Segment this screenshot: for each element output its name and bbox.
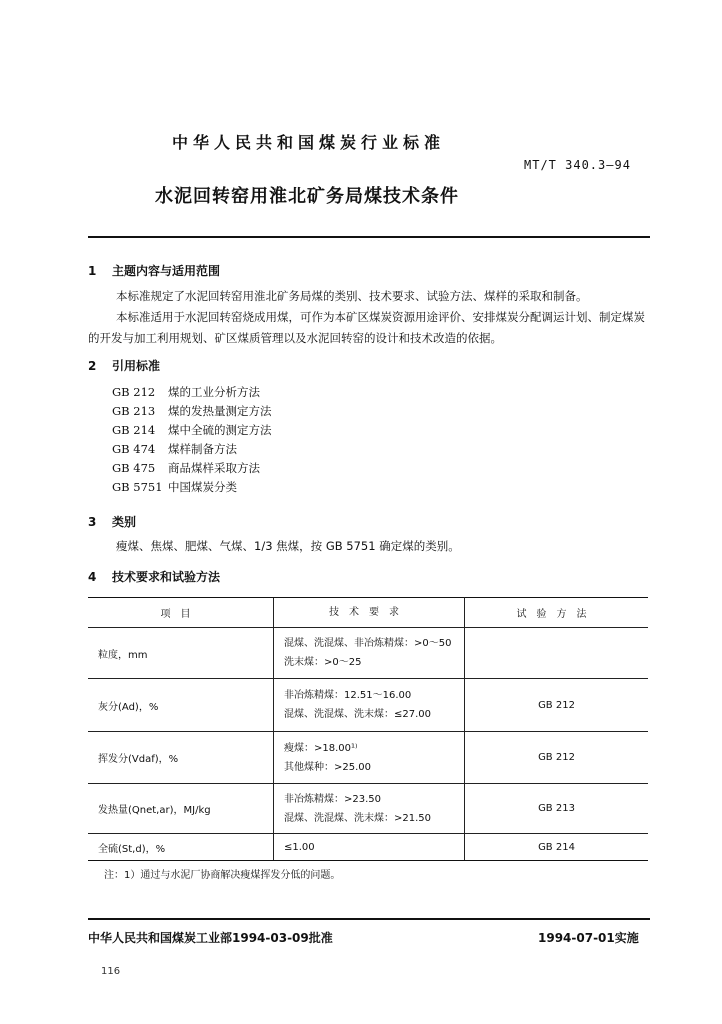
cell-item: 发热量(Qnet,ar)，MJ/kg — [88, 784, 274, 834]
title-divider — [88, 236, 650, 238]
cell-method: GB 212 — [465, 732, 649, 784]
header-item: 项目 — [88, 598, 274, 628]
cell-method — [465, 628, 649, 679]
cell-item: 粒度，mm — [88, 628, 274, 679]
section-1-heading: 1 主题内容与适用范围 — [88, 264, 221, 278]
table-row — [88, 732, 648, 784]
cell-requirement: ≤1.00 — [274, 834, 465, 861]
cell-item: 挥发分(Vdaf)，% — [88, 732, 274, 784]
cell-item: 灰分(Ad)，% — [88, 679, 274, 732]
table-footnote: 注：1）通过与水泥厂协商解决瘦煤挥发分低的问题。 — [104, 870, 341, 881]
table-row — [88, 628, 648, 679]
cell-requirement: 混煤、洗混煤、非冶炼精煤：>0～50 洗末煤：>0～25 — [274, 628, 465, 679]
cell-requirement: 非冶炼精煤：>23.50 混煤、洗混煤、洗末煤：>21.50 — [274, 784, 465, 834]
list-item: GB 212 煤的工业分析方法 — [112, 385, 260, 399]
implementation-date: 1994-07-01实施 — [538, 931, 639, 945]
cell-method: GB 212 — [465, 679, 649, 732]
cell-item: 全硫(St,d)，% — [88, 834, 274, 861]
table-row — [88, 784, 648, 834]
paragraph: 本标准规定了水泥回转窑用淮北矿务局煤的类别、技术要求、试验方法、煤样的采取和制备。 — [116, 289, 588, 303]
referenced-standards-list — [112, 383, 272, 497]
list-item: GB 474 煤样制备方法 — [112, 442, 237, 456]
list-item: GB 214 煤中全硫的测定方法 — [112, 423, 272, 437]
list-item: GB 5751 中国煤炭分类 — [112, 480, 237, 494]
cell-requirement: 瘦煤：>18.00¹⁾ 其他煤种：>25.00 — [274, 732, 465, 784]
section-3-body: 瘦煤、焦煤、肥煤、气煤、1/3 焦煤，按 GB 5751 确定煤的类别。 — [116, 539, 460, 553]
section-4-heading: 4 技术要求和试验方法 — [88, 570, 221, 584]
cell-method: GB 214 — [465, 834, 649, 861]
technical-requirements-table — [88, 597, 648, 861]
table-row — [88, 834, 648, 861]
cell-requirement: 非冶炼精煤：12.51～16.00 混煤、洗混煤、洗末煤：≤27.00 — [274, 679, 465, 732]
table-row — [88, 679, 648, 732]
cell-method: GB 213 — [465, 784, 649, 834]
approval-line: 中华人民共和国煤炭工业部1994-03-09批准 — [88, 931, 333, 945]
footer-divider — [88, 918, 650, 920]
header-requirement: 技术要求 — [274, 598, 465, 628]
industry-standard-heading: 中华人民共和国煤炭行业标准 — [172, 133, 446, 152]
table-header-row — [88, 598, 648, 628]
list-item: GB 475 商品煤样采取方法 — [112, 461, 260, 475]
list-item: GB 213 煤的发热量测定方法 — [112, 404, 272, 418]
header-method: 试验方法 — [465, 598, 649, 628]
document-title: 水泥回转窑用淮北矿务局煤技术条件 — [155, 186, 459, 207]
section-1-body — [88, 286, 650, 349]
standard-code: MT/T 340.3—94 — [524, 158, 631, 172]
paragraph: 本标准适用于水泥回转窑烧成用煤，可作为本矿区煤炭资源用途评价、安排煤炭分配调运计划、制定煤炭的开发与加工利用规划、矿区煤质管理以及水泥回转窑的设计和技术改造的依据。 — [88, 310, 645, 345]
page-number: 116 — [101, 966, 121, 977]
section-3-heading: 3 类别 — [88, 515, 137, 529]
section-2-heading: 2 引用标准 — [88, 359, 161, 373]
